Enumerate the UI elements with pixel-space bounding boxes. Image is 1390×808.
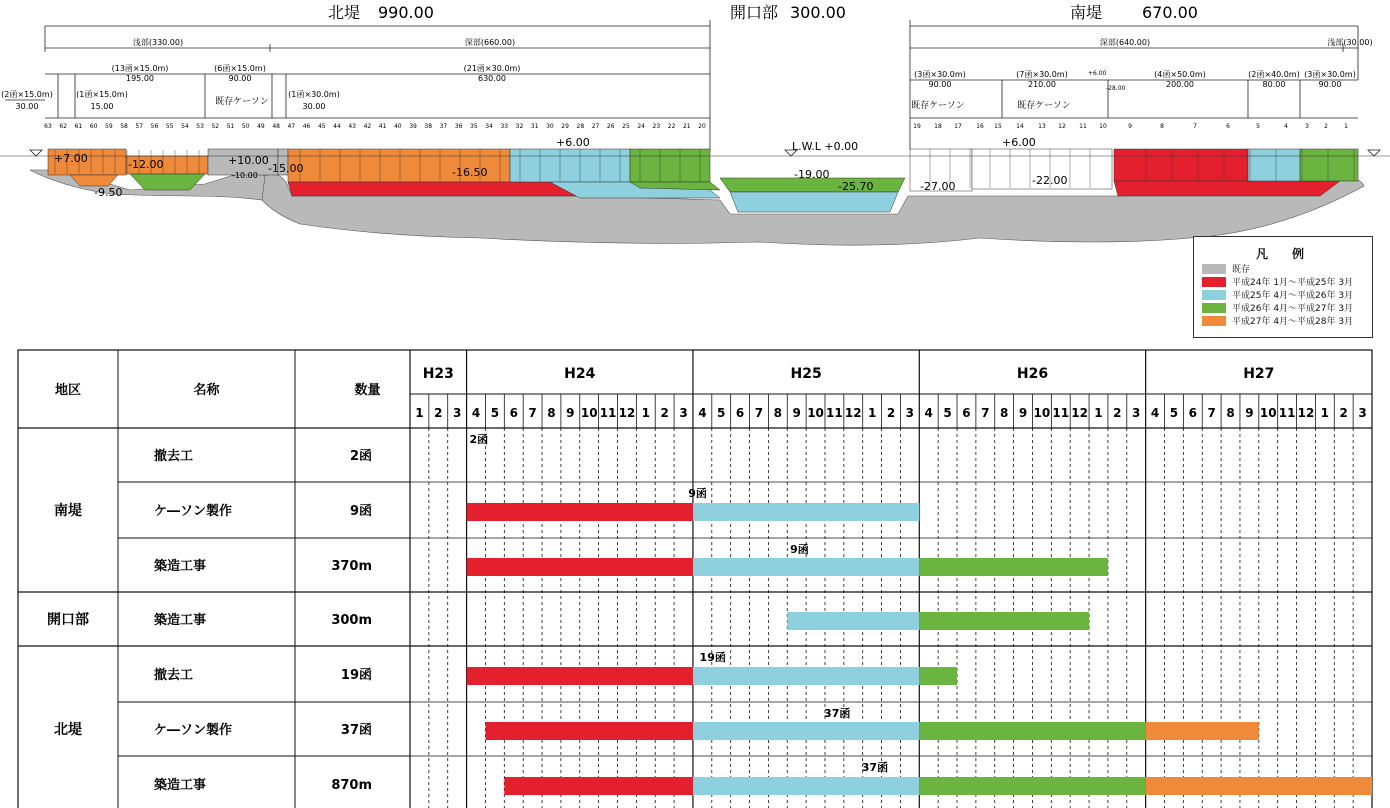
year-header: H24	[564, 366, 596, 382]
elev-n6: -15.00	[268, 162, 304, 175]
north-caisson-number: 28	[576, 123, 585, 130]
month-header: 12	[1071, 406, 1088, 420]
legend-label: 平成26年 4月～平成27年 3月	[1232, 304, 1354, 314]
north-group-3-len: 15.00	[90, 102, 114, 111]
row-name: 撤去工	[154, 668, 194, 683]
existing-caisson-south-2: 既存ケーソン	[1017, 101, 1071, 111]
month-header: 11	[1278, 406, 1296, 420]
south-group-1-len: 90.00	[928, 80, 952, 89]
month-header: 5	[717, 406, 726, 420]
opening-mound-blue	[730, 192, 898, 212]
row-quantity: 870m	[331, 778, 372, 793]
row-quantity: 9函	[349, 504, 372, 519]
dimension-lines	[5, 20, 1358, 150]
month-header: 1	[641, 406, 650, 420]
elev-s4: +6.00	[1088, 70, 1107, 77]
legend-swatch	[1202, 290, 1226, 300]
north-caisson-number: 58	[120, 123, 128, 130]
section-south-name: 南堤	[1069, 3, 1102, 22]
month-header: 9	[1018, 406, 1028, 420]
caisson-group-labels	[1, 63, 1356, 111]
north-caisson-number: 20	[698, 123, 706, 130]
north-caisson-number: 50	[241, 123, 250, 130]
schedule-bar-fy24	[485, 722, 692, 740]
south-caisson-number: 13	[1038, 123, 1046, 130]
north-group-6-spec: (21函×30.0m)	[463, 64, 521, 73]
section-north-length: 990.00	[378, 3, 434, 22]
schedule-bar-fy25	[693, 777, 919, 795]
legend-label: 既存	[1232, 265, 1251, 275]
schedule-bar-fy26	[919, 558, 1108, 576]
elev-n3: -9.50	[94, 186, 123, 199]
south-caisson-numbers	[913, 123, 1348, 130]
north-caisson-number: 63	[44, 123, 52, 130]
legend-item	[1202, 275, 1372, 288]
year-header: H26	[1016, 366, 1049, 382]
schedule-bar-fy26	[919, 722, 1145, 740]
month-header: 4	[471, 406, 481, 420]
north-deep-label: 深部(660.00)	[464, 38, 516, 47]
schedule-bar-fy26	[919, 612, 1089, 630]
south-caisson-number: 8	[1160, 123, 1164, 130]
north-caisson-number: 43	[348, 123, 357, 130]
south-caisson-number: 17	[954, 123, 962, 130]
month-header: 7	[528, 406, 537, 420]
row-note: 2函	[469, 433, 489, 446]
elev-o1: -19.00	[794, 168, 830, 181]
north-caisson-number: 38	[424, 123, 433, 130]
north-caisson-number: 49	[257, 123, 265, 130]
row-quantity: 37函	[340, 723, 372, 738]
south-group-3-spec: (4函×50.0m)	[1154, 70, 1206, 79]
elev-lwl: L.W.L +0.00	[792, 140, 859, 153]
row-name: 撤去工	[154, 449, 194, 464]
north-caisson-number: 22	[667, 123, 676, 130]
south-group-2-len: 210.00	[1028, 80, 1056, 89]
south-caisson-number: 18	[934, 123, 942, 130]
south-group-4-spec: (2函×40.0m)	[1248, 70, 1300, 79]
north-caisson-number: 34	[485, 123, 493, 130]
legend-title: 凡 例	[1255, 247, 1310, 261]
row-name: 築造工事	[154, 559, 207, 574]
month-header: 8	[773, 406, 783, 420]
month-header: 2	[1339, 406, 1348, 420]
schedule-bar-fy27	[1146, 722, 1259, 740]
north-caisson-number: 39	[409, 123, 417, 130]
month-header: 8	[547, 406, 556, 420]
south-caisson-number: 15	[994, 123, 1002, 130]
row-note: 9函	[790, 543, 809, 556]
north-group-4-spec: (6函×15.0m)	[214, 64, 266, 73]
existing-caisson-south-1: 既存ケーソン	[911, 101, 965, 111]
schedule-bar-fy25	[693, 722, 919, 740]
north-group-5-len: 30.00	[302, 102, 326, 111]
schedule-bar-fy24	[467, 558, 693, 576]
south-caisson-number: 5	[1256, 123, 1260, 130]
south-group-4-len: 80.00	[1262, 80, 1286, 89]
month-header: 1	[1320, 406, 1330, 420]
schedule-bar-fy26	[919, 777, 1145, 795]
elev-s3: -22.00	[1032, 174, 1068, 187]
month-header: 10	[1259, 406, 1277, 420]
south-caisson-number: 2	[1324, 123, 1328, 130]
north-caisson-number: 41	[378, 123, 387, 130]
month-header: 11	[599, 406, 617, 420]
south-caisson-number: 12	[1058, 123, 1066, 130]
month-header: 10	[1033, 406, 1051, 420]
month-header: 11	[826, 406, 843, 420]
north-caisson-number: 56	[150, 123, 159, 130]
south-caisson-number: 9	[1128, 123, 1132, 130]
schedule-bar-fy25	[693, 503, 919, 521]
legend-item	[1202, 262, 1372, 275]
north-caisson-number: 24	[637, 123, 645, 130]
row-note: 37函	[824, 707, 851, 720]
schedule-bar-fy24	[504, 777, 693, 795]
legend-swatch	[1202, 316, 1226, 326]
north-group-2-spec: (13函×15.0m)	[111, 64, 169, 73]
month-header: 1	[1094, 406, 1103, 420]
north-caisson-number: 51	[226, 123, 235, 130]
section-north-name: 北堤	[327, 3, 360, 22]
month-header: 3	[905, 406, 915, 420]
row-note: 37函	[861, 761, 889, 774]
legend-label: 平成24年 1月～平成25年 3月	[1232, 278, 1354, 288]
elev-n1: +7.00	[54, 152, 88, 165]
month-header: 3	[1358, 406, 1367, 420]
month-header: 3	[452, 406, 462, 420]
south-caisson-number: 19	[913, 123, 921, 130]
header-quantity: 数量	[354, 383, 381, 398]
north-caisson-numbers	[44, 123, 706, 130]
north-group-1-spec: (2函×15.0m)	[1, 90, 53, 99]
schedule-bar-fy26	[919, 667, 957, 685]
north-caisson-number: 53	[196, 123, 204, 130]
row-name: ケ―ソン製作	[154, 723, 233, 738]
south-caisson-number: 4	[1284, 123, 1288, 130]
north-caisson-number: 33	[500, 123, 509, 130]
month-header: 7	[1207, 406, 1216, 420]
south-caisson-number: 7	[1193, 123, 1197, 130]
north-caisson-number: 35	[470, 123, 478, 130]
south-deep-label: 深部(640.00)	[1099, 38, 1151, 47]
month-header: 6	[509, 406, 518, 420]
month-header: 6	[962, 406, 971, 420]
north-caisson-number: 23	[652, 123, 661, 130]
elev-n8: +6.00	[556, 136, 590, 149]
month-header: 3	[1132, 406, 1141, 420]
legend-swatch	[1202, 277, 1226, 287]
elev-n7: -16.50	[452, 166, 488, 179]
elev-n5: -10.00	[232, 171, 258, 180]
legend-swatch	[1202, 264, 1226, 274]
legend	[1193, 236, 1373, 338]
legend-label: 平成27年 4月～平成28年 3月	[1232, 317, 1354, 327]
south-shallow-label: 浅部(30.00)	[1327, 38, 1373, 47]
elev-o2: -25.70	[838, 180, 874, 193]
north-caisson-number: 60	[89, 123, 98, 130]
north-caisson-number: 27	[591, 123, 600, 130]
month-header: 1	[415, 406, 424, 420]
north-caisson-number: 55	[165, 123, 174, 130]
row-quantity: 300m	[331, 613, 372, 628]
elev-s1: -27.00	[920, 180, 956, 193]
month-header: 7	[754, 406, 764, 420]
elev-s5: -28.00	[1106, 85, 1126, 92]
month-header: 12	[844, 406, 862, 420]
south-group-1-spec: (3函×30.0m)	[914, 70, 966, 79]
south-caisson-number: 1	[1344, 123, 1348, 130]
south-caisson-number: 10	[1099, 123, 1107, 130]
north-group-6-len: 630.00	[478, 74, 506, 83]
legend-swatch	[1202, 303, 1226, 313]
subsection-labels	[133, 37, 1373, 47]
month-header: 3	[679, 406, 688, 420]
construction-schedule-table	[0, 340, 1390, 808]
row-quantity: 19函	[340, 668, 372, 683]
north-caisson-number: 54	[181, 123, 189, 130]
month-header: 9	[792, 406, 801, 420]
north-caisson-number: 59	[105, 123, 113, 130]
row-name: 築造工事	[154, 613, 207, 628]
south-group-5-len: 90.00	[1318, 80, 1342, 89]
section-opening-length: 300.00	[790, 3, 846, 22]
south-group-2-spec: (7函×30.0m)	[1016, 70, 1068, 79]
north-caisson-number: 36	[454, 123, 463, 130]
south-caisson-number: 11	[1079, 123, 1087, 130]
section-titles	[328, 3, 1198, 22]
north-caisson-number: 32	[515, 123, 524, 130]
north-caisson-number: 52	[211, 123, 220, 130]
existing-caisson-labels	[215, 95, 1071, 111]
year-header: H25	[790, 366, 822, 382]
south-caisson-number: 3	[1305, 123, 1309, 130]
district-label: 開口部	[47, 612, 89, 628]
north-group-3-spec: (1函×15.0m)	[76, 90, 128, 99]
elev-s2: +6.00	[1002, 136, 1036, 149]
breakwater-profile-drawing	[0, 0, 1390, 340]
elev-n4: +10.00	[228, 154, 269, 167]
year-header: H27	[1243, 366, 1275, 382]
month-header: 12	[618, 406, 636, 420]
year-header: H23	[422, 366, 454, 382]
month-header: 1	[867, 406, 877, 420]
north-caisson-number: 44	[333, 123, 341, 130]
month-header: 2	[886, 406, 896, 420]
schedule-bar-fy24	[467, 503, 693, 521]
legend-item	[1202, 288, 1372, 301]
north-caisson-number: 47	[287, 123, 296, 130]
row-note: 19函	[699, 651, 726, 664]
north-caisson-number: 26	[606, 123, 615, 130]
legend-items	[1194, 262, 1372, 327]
month-header: 10	[580, 406, 598, 420]
header-district: 地区	[54, 383, 82, 398]
month-header: 5	[490, 406, 500, 420]
month-header: 5	[1169, 406, 1179, 420]
north-caisson-number: 42	[363, 123, 372, 130]
month-header: 12	[1297, 406, 1315, 420]
month-header: 8	[1226, 406, 1235, 420]
month-header: 9	[566, 406, 575, 420]
row-name: 築造工事	[154, 778, 207, 793]
south-caisson-number: 6	[1226, 123, 1230, 130]
month-header: 6	[1188, 406, 1197, 420]
north-caisson-number: 29	[561, 123, 569, 130]
schedule-bar-fy24	[467, 667, 693, 685]
schedule-bar-fy25	[693, 667, 919, 685]
north-caisson-number: 57	[135, 123, 144, 130]
north-shallow-label: 浅部(330.00)	[132, 38, 184, 47]
month-header: 6	[735, 406, 745, 420]
north-group-1-len: 30.00	[15, 102, 39, 111]
month-header: 4	[1150, 406, 1160, 420]
north-group-2-len: 195.00	[126, 74, 154, 83]
month-header: 10	[807, 406, 824, 420]
month-header: 9	[1245, 406, 1254, 420]
north-caisson-number: 62	[59, 123, 68, 130]
month-header: 2	[1113, 406, 1122, 420]
north-caisson-number: 37	[439, 123, 448, 130]
north-group-4-len: 90.00	[228, 74, 252, 83]
legend-item	[1202, 301, 1372, 314]
row-name: ケ―ソン製作	[154, 504, 233, 519]
south-caisson-number: 16	[976, 123, 984, 130]
section-opening-name: 開口部	[729, 3, 778, 22]
north-group-5-spec: (1函×30.0m)	[288, 90, 340, 99]
north-caisson-number: 45	[317, 123, 326, 130]
section-south-length: 670.00	[1142, 3, 1198, 22]
north-caisson-number: 48	[272, 123, 280, 130]
south-caisson-number: 14	[1016, 123, 1024, 130]
schedule-bar-fy25	[787, 612, 919, 630]
month-header: 2	[434, 406, 443, 420]
existing-caisson-north: 既存ケーソン	[215, 97, 269, 107]
north-caisson-number: 61	[74, 123, 83, 130]
month-header: 2	[660, 406, 669, 420]
schedule-bar-fy25	[693, 558, 919, 576]
legend-item	[1202, 314, 1372, 327]
month-header: 5	[943, 406, 952, 420]
district-label: 南堤	[54, 503, 82, 519]
row-quantity: 2函	[349, 449, 372, 464]
north-caisson-number: 40	[393, 123, 402, 130]
header-name: 名称	[193, 383, 220, 398]
month-header: 4	[698, 406, 707, 420]
row-quantity: 370m	[331, 559, 372, 574]
district-label: 北堤	[54, 722, 82, 738]
row-note: 9函	[688, 487, 707, 500]
north-caisson-number: 25	[622, 123, 630, 130]
month-header: 8	[999, 406, 1009, 420]
elev-n2: -12.00	[128, 158, 164, 171]
south-group-5-spec: (3函×30.0m)	[1304, 70, 1356, 79]
legend-label: 平成25年 4月～平成26年 3月	[1232, 291, 1354, 301]
month-header: 4	[924, 406, 933, 420]
schedule-bar-fy27	[1146, 777, 1372, 795]
north-caisson-number: 30	[546, 123, 554, 130]
north-caisson-number: 21	[682, 123, 691, 130]
north-caisson-number: 46	[302, 123, 311, 130]
north-caisson-number: 31	[530, 123, 539, 130]
south-group-3-len: 200.00	[1166, 80, 1194, 89]
month-header: 7	[981, 406, 990, 420]
month-header: 11	[1052, 406, 1070, 420]
